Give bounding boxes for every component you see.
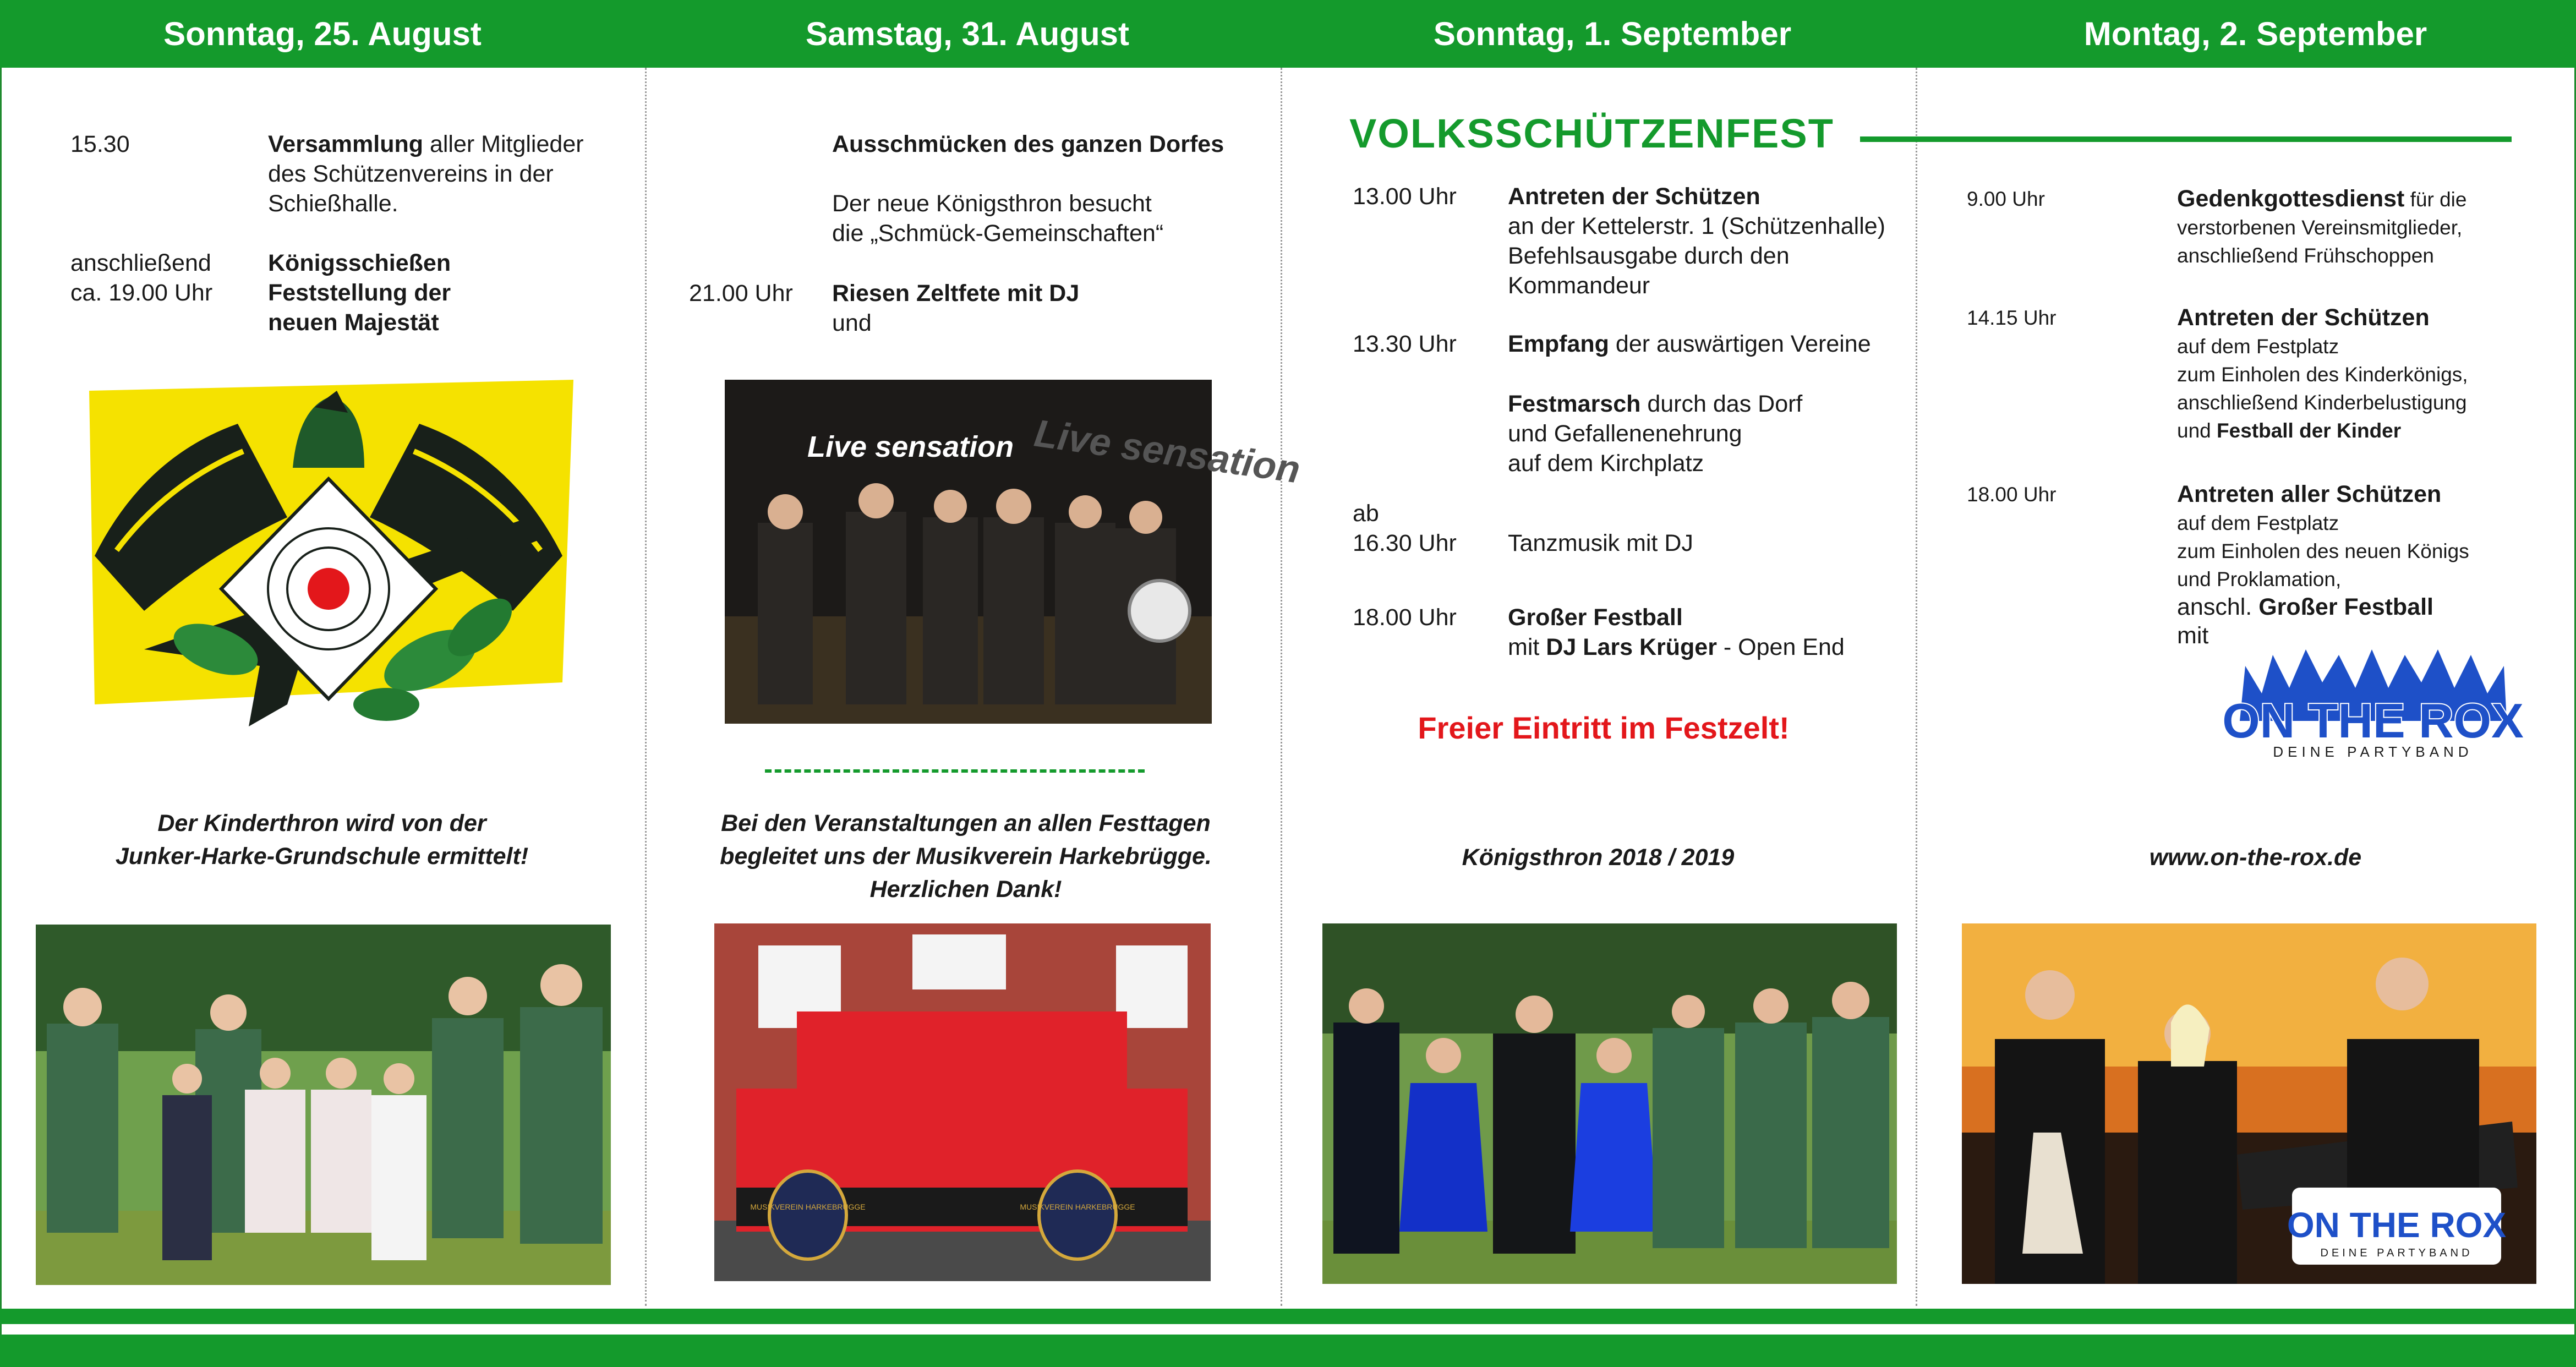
col3-event-5-rest: - Open End: [1716, 634, 1845, 660]
col1-event-1-line2: des Schützenvereins in der: [268, 161, 554, 187]
col3-event-5-pre: mit: [1508, 634, 1546, 660]
col3-event-3-line3: auf dem Kirchplatz: [1508, 450, 1704, 477]
footer-band-bottom: [0, 1335, 2576, 1367]
col3-event-4: Tanzmusik mit DJ: [1508, 530, 1693, 556]
col2-caption: [660, 807, 1271, 906]
col4-event-3-line2: auf dem Festplatz: [2177, 512, 2339, 534]
col4-event-3-line5-bold: Großer Festball: [2258, 594, 2433, 620]
col1-event-1: [268, 129, 631, 218]
day-header-2: Samstag, 31. August: [645, 0, 1290, 68]
col1-event-2-line1: Königsschießen: [268, 250, 451, 276]
col1-time-2-line2: ca. 19.00 Uhr: [70, 280, 213, 306]
col1-event-1-bold: Versammlung: [268, 131, 423, 157]
col2-line-1: Ausschmücken des ganzen Dorfes: [832, 131, 1224, 157]
col4-event-3: [2177, 480, 2562, 650]
col3-time-1: 13.00 Uhr: [1353, 183, 1457, 210]
col4-event-2-bold: Antreten der Schützen: [2177, 304, 2430, 331]
col2-caption-line3: Herzlichen Dank!: [869, 876, 1062, 903]
column-divider: [645, 68, 647, 1306]
col4-event-1: [2177, 185, 2562, 270]
col4-event-1-line3: anschließend Frühschoppen: [2177, 244, 2434, 267]
col2-caption-line1: Bei den Veranstaltungen an allen Festtagen: [721, 810, 1211, 836]
on-the-rox-logo: [2222, 644, 2524, 762]
col3-event-3: [1508, 389, 1904, 478]
col4-event-3-bold: Antreten aller Schützen: [2177, 481, 2442, 507]
col2-time: 21.00 Uhr: [689, 280, 793, 307]
col4-time-1: 9.00 Uhr: [1967, 188, 2045, 210]
col1-event-2-line2: Feststellung der: [268, 280, 451, 306]
col2-event-bold: Riesen Zeltfete mit DJ: [832, 280, 1080, 307]
col2-line-2: [832, 189, 1163, 248]
col3-event-1-line4: Kommandeur: [1508, 272, 1650, 299]
col4-event-3-line3: zum Einholen des neuen Königs: [2177, 540, 2469, 562]
col4-event-2-line5-bold: Festball der Kinder: [2217, 419, 2402, 442]
col3-time-5: 18.00 Uhr: [1353, 604, 1457, 631]
logo-sub-text: DEINE PARTYBAND: [2273, 743, 2473, 760]
eagle-target-emblem: [78, 374, 579, 748]
col4-event-2-line4: anschließend Kinderbelustigung: [2177, 391, 2467, 414]
day-header-1: Sonntag, 25. August: [0, 0, 645, 68]
col4-event-3-line5-pre: anschl.: [2177, 594, 2259, 620]
col4-time-3: 18.00 Uhr: [1967, 483, 2057, 506]
photo-live-sensation-band: [725, 380, 1303, 724]
col1-event-2-line3: neuen Majestät: [268, 309, 439, 336]
col3-event-1-line3: Befehlsausgabe durch den: [1508, 243, 1790, 269]
photo-kinderthron: [36, 925, 611, 1285]
col3-event-5: [1508, 603, 1904, 662]
photo-koenigsthron: [1322, 923, 1897, 1284]
col1-caption: [22, 807, 622, 873]
col1-event-1-rest: aller Mitglieder: [423, 131, 584, 157]
photo-logo-sub: DEINE PARTYBAND: [2320, 1247, 2473, 1259]
col3-event-5-dj: DJ Lars Krüger: [1546, 634, 1717, 660]
col1-caption-line2: Junker-Harke-Grundschule ermittelt!: [115, 843, 529, 870]
col4-event-2-line5-pre: und: [2177, 419, 2217, 442]
photo-logo-main: ON THE ROX: [2287, 1205, 2507, 1245]
band-logo-big: Live sensation: [1031, 411, 1303, 491]
photo-musikverein: [714, 923, 1211, 1281]
col1-time-2: [70, 248, 212, 308]
col3-time-4: [1353, 499, 1457, 558]
col3-event-5-bold: Großer Festball: [1508, 604, 1683, 631]
day-header-4: Montag, 2. September: [1935, 0, 2576, 68]
col4-event-1-rest: für die: [2404, 188, 2467, 211]
col2-line-2b: die „Schmück-Gemeinschaften“: [832, 220, 1164, 247]
col2-line-2a: Der neue Königsthron besucht: [832, 190, 1152, 217]
col4-event-2: [2177, 304, 2562, 445]
title-rule: [1860, 136, 2512, 142]
col4-event-3-line6: mit: [2177, 622, 2209, 649]
logo-main-text: ON THE ROX: [2222, 693, 2524, 748]
day-header-3: Sonntag, 1. September: [1290, 0, 1935, 68]
column-divider: [1281, 68, 1282, 1306]
col4-event-2-line2: auf dem Festplatz: [2177, 335, 2339, 358]
col4-url: www.on-the-rox.de: [2149, 844, 2362, 871]
dashed-divider: [765, 769, 1145, 773]
col3-time-4-line1: ab: [1353, 500, 1379, 527]
col2-event: [832, 278, 1079, 338]
footer-band-top: [0, 1309, 2576, 1324]
col2-caption-line2: begleitet uns der Musikverein Harkebrügge.: [720, 843, 1212, 870]
col4-time-2: 14.15 Uhr: [1967, 307, 2057, 329]
festival-title: VOLKSSCHÜTZENFEST: [1349, 111, 1834, 156]
col4-event-1-line2: verstorbenen Vereinsmitglieder,: [2177, 216, 2463, 239]
col3-event-1-line2: an der Kettelerstr. 1 (Schützenhalle): [1508, 213, 1885, 239]
col3-event-1: [1508, 182, 1904, 300]
drum-text-right: MUSIKVEREIN HARKEBRÜGGE: [1020, 1202, 1135, 1211]
col3-event-3-rest: durch das Dorf: [1640, 391, 1803, 417]
col3-event-1-bold: Antreten der Schützen: [1508, 183, 1760, 210]
col3-event-2-bold: Empfang: [1508, 331, 1609, 357]
col1-event-2: [268, 248, 631, 337]
col3-event-3-line2: und Gefallenenehrung: [1508, 420, 1742, 447]
col4-event-3-line4: und Proklamation,: [2177, 568, 2342, 590]
col3-time-4-line2: 16.30 Uhr: [1353, 530, 1457, 556]
drum-text-left: MUSIKVEREIN HARKEBRÜGGE: [750, 1202, 866, 1211]
col3-event-2: [1508, 329, 1904, 359]
col1-time-1: 15.30: [70, 131, 130, 157]
col1-caption-line1: Der Kinderthron wird von der: [157, 810, 486, 836]
photo-on-the-rox-band: [1962, 923, 2536, 1284]
col3-caption: Königsthron 2018 / 2019: [1462, 844, 1735, 871]
col2-event-and: und: [832, 310, 872, 336]
col1-time-2-line1: anschließend: [70, 250, 211, 276]
col3-event-2-rest: der auswärtigen Vereine: [1609, 331, 1871, 357]
column-divider: [1916, 68, 1917, 1306]
col1-event-1-line3: Schießhalle.: [268, 190, 398, 217]
col3-event-3-bold: Festmarsch: [1508, 391, 1641, 417]
band-logo-small: Live sensation: [807, 430, 1014, 463]
col4-event-2-line3: zum Einholen des Kinderkönigs,: [2177, 363, 2468, 386]
col4-event-1-bold: Gedenkgottesdienst: [2177, 185, 2405, 212]
free-entry-notice: Freier Eintritt im Festzelt!: [1418, 710, 1790, 745]
col3-time-2: 13.30 Uhr: [1353, 331, 1457, 357]
